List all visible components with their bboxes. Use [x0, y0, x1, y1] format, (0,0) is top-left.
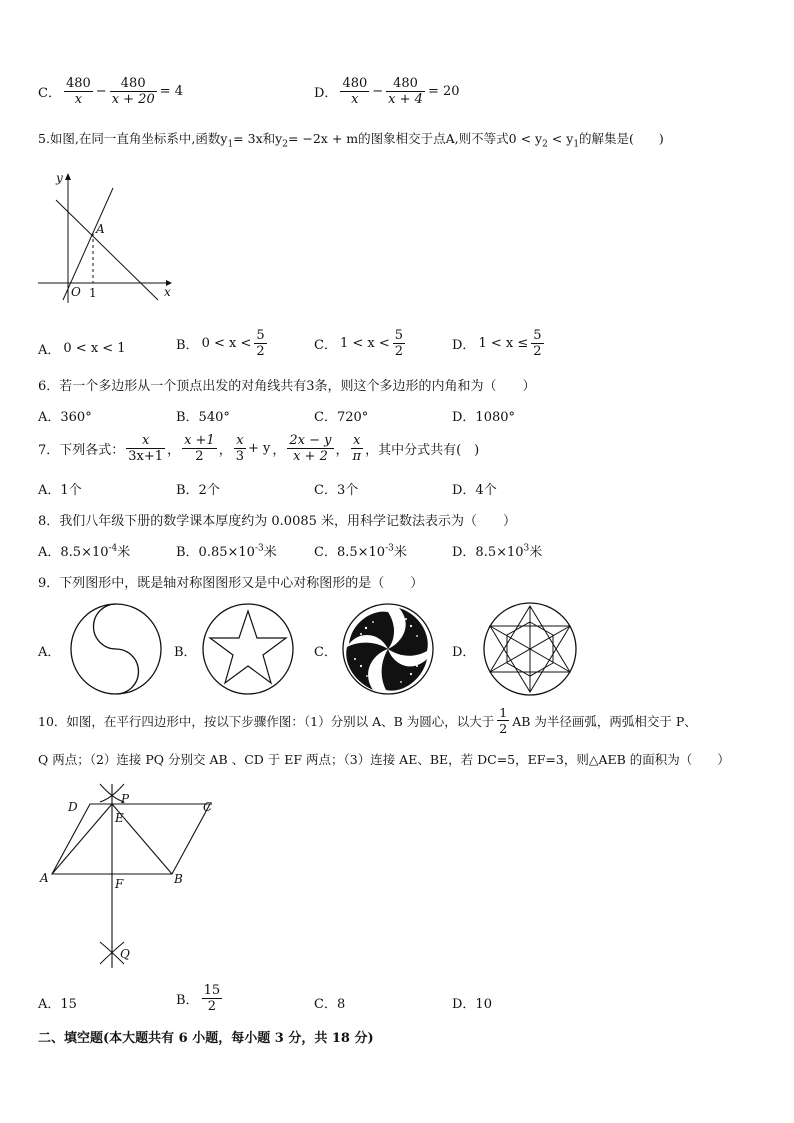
fraction: $\frac{480}{x + 20}$: [111, 76, 155, 107]
fraction: $\frac{5}{2}$: [394, 328, 404, 359]
fraction: $\frac{480}{x}$: [342, 76, 368, 107]
q6-option-a[interactable]: A．360°: [38, 410, 92, 425]
q6-option-d[interactable]: D．1080°: [452, 410, 516, 425]
q6-option-b[interactable]: B．540°: [176, 410, 230, 425]
q4-option-c[interactable]: C． $\frac{480}{x}$ − $\frac{480}{x + 20}$ = 4: [38, 76, 184, 107]
q7-option-b[interactable]: B．2个: [176, 483, 220, 498]
q5-option-d[interactable]: D． 1 < x ≤ $\frac{5}{2}$: [452, 328, 542, 359]
q9-stem: 9．下列图形中，既是轴对称图图形又是中心对称图形的是（ ）: [38, 576, 424, 591]
q5-option-b[interactable]: B． 0 < x < $\frac{5}{2}$: [176, 328, 265, 359]
fraction: $\frac{x}{3x+1}$: [128, 433, 164, 464]
q5-option-a[interactable]: A． 0 < x < 1: [38, 341, 126, 358]
y-label: y: [56, 171, 63, 185]
q8-option-d[interactable]: D．$8.5\times 10^3$米: [452, 543, 543, 560]
fraction: $\frac{5}{2}$: [533, 328, 542, 359]
q10-option-d[interactable]: D．10: [452, 997, 492, 1012]
q8-option-b[interactable]: B．$0.85\times 10^{-3}$米: [176, 543, 277, 560]
label-b: B: [174, 872, 183, 886]
q7-option-c[interactable]: C．3个: [314, 483, 359, 498]
q8-option-c[interactable]: C．$8.5\times 10^{-3}$米: [314, 543, 407, 560]
q8-option-a[interactable]: A．$8.5\times 10^{-4}$米: [38, 543, 131, 560]
label-a: A: [40, 871, 49, 885]
star-in-circle-figure: [201, 604, 295, 694]
q6-option-c[interactable]: C．720°: [314, 410, 369, 425]
segment-ae: [52, 804, 112, 874]
point-a-label: A: [96, 222, 105, 236]
q7-stem: 7．下列各式： $\frac{x}{3x+1}$ ， $\frac{x +1}{2}$ ， $\frac{x}{3}$ + y ， $\frac{2x - y}{x + 2}$ ， $\frac{x}{\pi}$ ，其中分式共有( ): [38, 433, 480, 464]
q5-option-c[interactable]: C． 1 < x < $\frac{5}{2}$: [314, 328, 404, 359]
fraction: $\frac{480}{x + 4}$: [388, 76, 423, 107]
label-c: C: [203, 800, 213, 814]
q7-option-d[interactable]: D．4个: [452, 483, 497, 498]
q9-option-d-label[interactable]: D．: [452, 645, 476, 660]
label-d: D: [68, 800, 78, 814]
q10-stem-line2: Q 两点；（2）连接 PQ 分别交 AB 、CD 于 EF 两点；（3）连接 AE、BE，若 DC=5，EF=3，则△AEB 的面积为（ ）: [38, 752, 730, 767]
fraction: $\frac{1}{2}$: [499, 705, 508, 736]
tick-1-label: 1: [89, 286, 97, 300]
six-point-star-figure: [482, 602, 578, 696]
fraction: $\frac{5}{2}$: [256, 328, 265, 359]
q10-parallelogram-figure: [38, 780, 228, 970]
q9-option-a-label[interactable]: A．: [38, 645, 61, 660]
q8-stem: 8．我们八年级下册的数学课本厚度约为 0.0085 米，用科学记数法表示为（ ）: [38, 514, 517, 529]
label-q: Q: [120, 947, 130, 961]
q10-option-a[interactable]: A．15: [38, 997, 77, 1012]
q10-option-b[interactable]: B． $\frac{15}{2}$: [176, 983, 221, 1014]
label-p: P: [121, 792, 130, 806]
parallelogram: [52, 804, 210, 874]
fraction: $\frac{x +1}{2}$: [184, 433, 215, 464]
q9-option-b-label[interactable]: B．: [174, 645, 197, 660]
label-e: E: [115, 811, 124, 825]
fraction: $\frac{480}{x}$: [65, 76, 91, 107]
q5-graph: [38, 168, 178, 308]
fraction: $\frac{2x - y}{x + 2}$: [289, 433, 332, 464]
q4-option-d[interactable]: D． $\frac{480}{x}$ − $\frac{480}{x + 4}$ = 20: [314, 76, 460, 107]
yin-yang-figure: [68, 604, 164, 694]
fraction: $\frac{x}{3}$: [235, 433, 245, 464]
fraction: $\frac{15}{2}$: [203, 983, 221, 1014]
q7-option-a[interactable]: A．1个: [38, 483, 82, 498]
y-axis-arrow: [65, 173, 71, 180]
pinwheel-figure: [341, 604, 435, 694]
q10-stem-line1: 10．如图，在平行四边形中，按以下步骤作图：（1）分别以 A、B 为圆心，以大于 $\frac{1}{2}$ AB 为半径画弧，两弧相交于 P、: [38, 705, 697, 736]
q9-option-c-label[interactable]: C．: [314, 645, 337, 660]
q5-stem: 5.如图,在同一直角坐标系中,函数$y_1= 3x$和$y_2= -2x + m$的图象相交于点A,则不等式$0 < y_2 < y_1$的解集是( ): [38, 131, 664, 150]
label-f: F: [115, 877, 124, 891]
q10-option-c[interactable]: C．8: [314, 997, 346, 1012]
q6-stem: 6．若一个多边形从一个顶点出发的对角线共有3条，则这个多边形的内角和为（ ）: [38, 379, 536, 394]
fraction: $\frac{x}{\pi}$: [352, 433, 362, 464]
x-label: x: [164, 285, 171, 299]
section-2-heading: 二、填空题(本大题共有 6 小题，每小题 3 分，共 18 分): [38, 1031, 374, 1046]
origin-label: O: [71, 285, 81, 299]
